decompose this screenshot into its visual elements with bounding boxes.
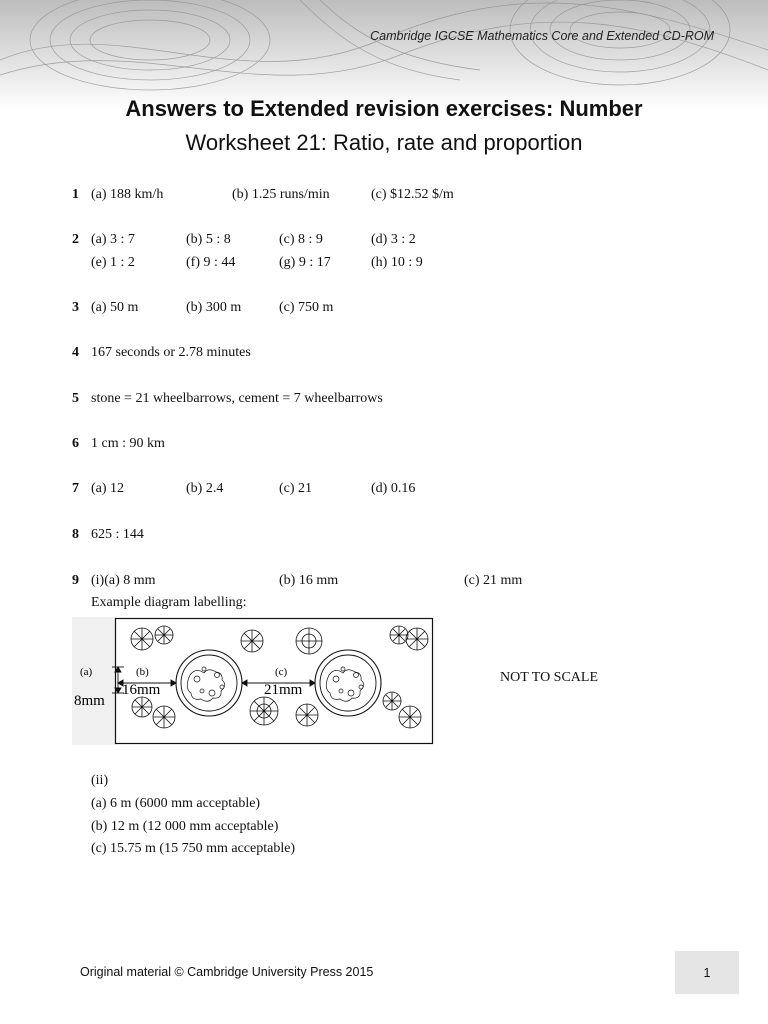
- answer-3c: (c) 750 m: [279, 300, 334, 315]
- question-number: 4: [72, 345, 79, 360]
- page-number: 1: [703, 965, 711, 980]
- dim-8mm: 8mm: [74, 693, 105, 709]
- dim-21mm: 21mm: [264, 682, 303, 698]
- shrub-icon: [131, 628, 153, 650]
- shrub-icon: [390, 626, 408, 644]
- answer-9ic: (c) 21 mm: [464, 573, 523, 588]
- example-diagram-caption: Example diagram labelling:: [91, 595, 247, 610]
- label-c: (c): [275, 666, 288, 678]
- question-number: 7: [72, 481, 79, 496]
- question-number: 5: [72, 391, 79, 406]
- dim-16mm: 16mm: [122, 682, 161, 698]
- answer-9ii-c: (c) 15.75 m (15 750 mm acceptable): [91, 841, 296, 856]
- answer-9ia: (i)(a) 8 mm: [91, 573, 156, 588]
- question-number: 6: [72, 436, 79, 451]
- shrub-icon: [406, 628, 428, 650]
- shrub-icon: [296, 704, 318, 726]
- shrub-icon: [250, 697, 278, 725]
- answer-6: 1 cm : 90 km: [91, 436, 165, 451]
- answer-9ii-a: (a) 6 m (6000 mm acceptable): [91, 796, 261, 811]
- garden-border: [116, 619, 433, 744]
- question-number: 8: [72, 527, 79, 542]
- answer-1c: (c) $12.52 $/m: [371, 187, 454, 202]
- label-b: (b): [136, 666, 149, 678]
- answer-2g: (g) 9 : 17: [279, 255, 331, 270]
- question-number: 3: [72, 300, 79, 315]
- answer-2c: (c) 8 : 9: [279, 232, 323, 247]
- answer-8: 625 : 144: [91, 527, 144, 542]
- answer-7d: (d) 0.16: [371, 481, 416, 496]
- answer-3a: (a) 50 m: [91, 300, 139, 315]
- question-number: 1: [72, 187, 79, 202]
- answer-9ib: (b) 16 mm: [279, 573, 339, 588]
- diagram-shade: [72, 617, 116, 745]
- page-title: Answers to Extended revision exercises: Number: [125, 96, 643, 121]
- shrub-icon: [153, 706, 175, 728]
- answer-2a: (a) 3 : 7: [91, 232, 135, 247]
- shrub-icon: [296, 628, 322, 654]
- answer-9ii-b: (b) 12 m (12 000 mm acceptable): [91, 819, 279, 834]
- label-a: (a): [80, 666, 93, 678]
- publication-header: Cambridge IGCSE Mathematics Core and Extended CD-ROM: [370, 29, 714, 43]
- answer-3b: (b) 300 m: [186, 300, 242, 315]
- answer-1b: (b) 1.25 runs/min: [232, 187, 330, 202]
- shrub-icon: [155, 626, 173, 644]
- answer-7a: (a) 12: [91, 481, 125, 496]
- answer-7c: (c) 21: [279, 481, 313, 496]
- header-decorative-banner: [0, 0, 768, 110]
- page-subtitle: Worksheet 21: Ratio, rate and proportion: [185, 130, 583, 155]
- answer-2f: (f) 9 : 44: [186, 255, 236, 270]
- answer-1a: (a) 188 km/h: [91, 187, 164, 202]
- answer-2d: (d) 3 : 2: [371, 232, 416, 247]
- answer-5: stone = 21 wheelbarrows, cement = 7 wheelbarrows: [91, 391, 383, 406]
- answer-2h: (h) 10 : 9: [371, 255, 423, 270]
- question-number: 9: [72, 573, 79, 588]
- not-to-scale-note: NOT TO SCALE: [500, 670, 599, 685]
- answer-2e: (e) 1 : 2: [91, 255, 135, 270]
- garden-diagram: [72, 617, 434, 745]
- answer-2b: (b) 5 : 8: [186, 232, 231, 247]
- footer-copyright: Original material © Cambridge University Press 2015: [80, 965, 374, 979]
- question-number: 2: [72, 232, 79, 247]
- answer-4: 167 seconds or 2.78 minutes: [91, 345, 251, 360]
- shrub-icon: [399, 706, 421, 728]
- page-number-box: [675, 951, 739, 994]
- answer-7b: (b) 2.4: [186, 481, 224, 496]
- shrub-icon: [132, 697, 152, 717]
- answer-9ii-heading: (ii): [91, 773, 109, 788]
- shrub-icon: [241, 630, 263, 652]
- shrub-icon: [383, 692, 401, 710]
